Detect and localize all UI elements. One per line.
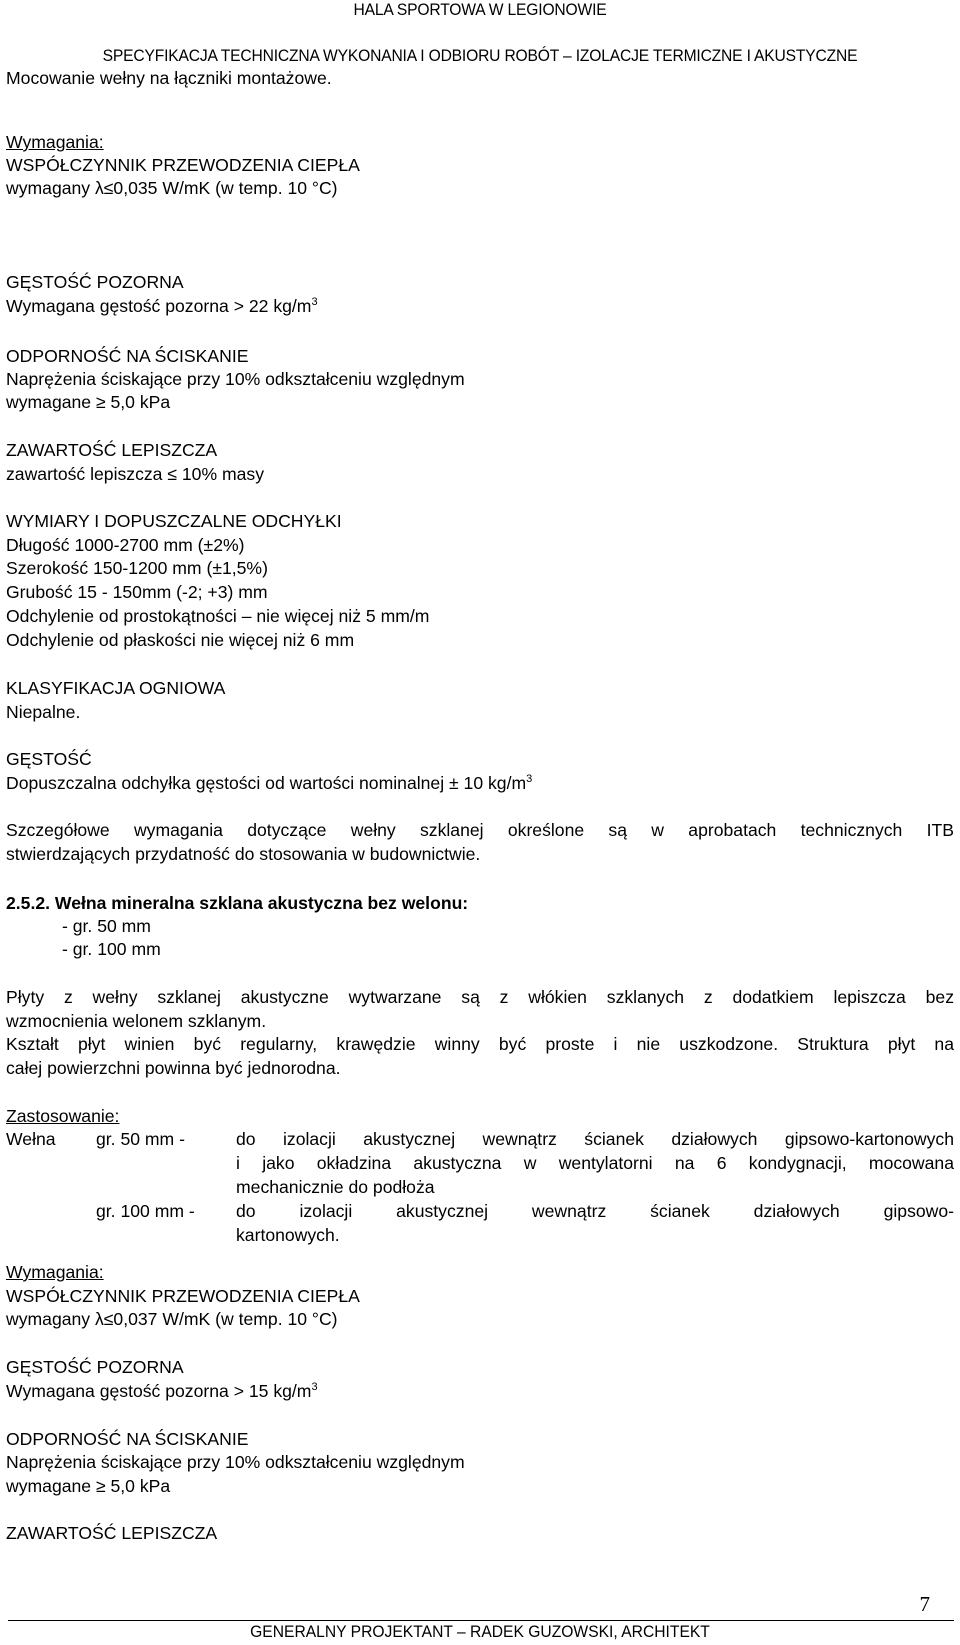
compress-title: ODPORNOŚĆ NA ŚCISKANIE bbox=[6, 1429, 249, 1449]
detail-line1: Szczegółowe wymagania dotyczące wełny szklanej określone są w aprobatach technicznych ITB bbox=[6, 820, 954, 840]
compress-title: ODPORNOŚĆ NA ŚCISKANIE bbox=[6, 346, 249, 366]
density-value: Wymagana gęstość pozorna > 15 $kg/m^3$ bbox=[6, 1381, 318, 1401]
compress-line2: wymagane ≥ 5,0 kPa bbox=[6, 1476, 171, 1496]
density-value: Wymagana gęstość pozorna > 22 $kg/m^3$ bbox=[6, 296, 318, 316]
thickness-item: - gr. 50 mm bbox=[62, 916, 151, 936]
requirements-label: Wymagania: bbox=[6, 132, 104, 152]
header-subtitle: SPECYFIKACJA TECHNICZNA WYKONANIA I ODBIORU ROBÓT – IZOLACJE TERMICZNE I AKUSTYCZNE bbox=[102, 46, 858, 65]
fire-title: KLASYFIKACJA OGNIOWA bbox=[6, 678, 226, 698]
detail-line2: stwierdzających przydatność do stosowania w budownictwie. bbox=[6, 844, 481, 864]
thermal-title: WSPÓŁCZYNNIK PRZEWODZENIA CIEPŁA bbox=[6, 1286, 360, 1306]
dims-line: Grubość 15 - 150mm (-2; +3) mm bbox=[6, 582, 268, 602]
gest-title: GĘSTOŚĆ bbox=[6, 749, 92, 769]
dims-line: Szerokość 150-1200 mm (±1,5%) bbox=[6, 558, 268, 578]
thermal-value: wymagany λ≤0,035 W/mK (w temp. 10 °C) bbox=[6, 178, 338, 198]
para2-line1: Kształt płyt winien być regularny, krawędzie winny być proste i nie uszkodzone. Struktura płyt na bbox=[6, 1034, 954, 1054]
use-row bbox=[6, 1127, 954, 1199]
dims-line: Odchylenie od płaskości nie więcej niż 6 mm bbox=[6, 630, 355, 650]
requirements-label: Wymagania: bbox=[6, 1262, 104, 1282]
use-row bbox=[6, 1199, 954, 1247]
para1-line1: Płyty z wełny szklanej akustyczne wytwarzane są z włókien szklanych z dodatkiem lepiszcza bez bbox=[6, 987, 954, 1007]
para1-line2: wzmocnienia welonem szklanym. bbox=[6, 1011, 267, 1031]
binder-value: zawartość lepiszcza ≤ 10% masy bbox=[6, 464, 265, 484]
binder-title: ZAWARTOŚĆ LEPISZCZA bbox=[6, 1523, 218, 1543]
fire-value: Niepalne. bbox=[6, 702, 81, 722]
footer-text: GENERALNY PROJEKTANT – RADEK GUZOWSKI, ARCHITEKT bbox=[250, 1622, 710, 1641]
density-title: GĘSTOŚĆ POZORNA bbox=[6, 272, 184, 292]
header-title: HALA SPORTOWA W LEGIONOWIE bbox=[353, 0, 607, 19]
dims-line: Odchylenie od prostokątności – nie więcej niż 5 mm/m bbox=[6, 606, 430, 626]
use-description: do izolacji akustycznej wewnątrz ścianek działowych gipsowo-kartonowych i jako okładzina akustyczna w wentylatorni na 6 kondygnacji, mocowana mechanicznie do podłoża bbox=[236, 1129, 954, 1197]
dims-line: Długość 1000-2700 mm (±2%) bbox=[6, 535, 245, 555]
use-label: Zastosowanie: bbox=[6, 1106, 120, 1126]
thermal-title: WSPÓŁCZYNNIK PRZEWODZENIA CIEPŁA bbox=[6, 155, 360, 175]
use-description: do izolacji akustycznej wewnątrz ścianek działowych gipsowo- kartonowych. bbox=[236, 1201, 954, 1245]
page-number: 7 bbox=[919, 1592, 930, 1616]
para2-line2: całej powierzchni powinna być jednorodna. bbox=[6, 1058, 341, 1078]
density-title: GĘSTOŚĆ POZORNA bbox=[6, 1357, 184, 1377]
use-material: Wełna bbox=[6, 1129, 56, 1149]
compress-line2: wymagane ≥ 5,0 kPa bbox=[6, 392, 171, 412]
dims-title: WYMIARY I DOPUSZCZALNE ODCHYŁKI bbox=[6, 511, 342, 531]
gest-value: Dopuszczalna odchyłka gęstości od wartości nominalnej ± 10 $kg/m^3$ bbox=[6, 773, 533, 793]
use-thickness: gr. 50 mm - bbox=[96, 1129, 185, 1149]
compress-line1: Naprężenia ściskające przy 10% odkształceniu względnym bbox=[6, 1452, 465, 1472]
compress-line1: Naprężenia ściskające przy 10% odkształceniu względnym bbox=[6, 369, 465, 389]
use-thickness: gr. 100 mm - bbox=[96, 1201, 195, 1221]
binder-title: ZAWARTOŚĆ LEPISZCZA bbox=[6, 440, 218, 460]
footer-divider bbox=[8, 1620, 954, 1621]
thickness-item: - gr. 100 mm bbox=[62, 939, 161, 959]
section-heading: 2.5.2. Wełna mineralna szklana akustyczna bez welonu: bbox=[6, 893, 469, 913]
thermal-value: wymagany λ≤0,037 W/mK (w temp. 10 °C) bbox=[6, 1309, 338, 1329]
intro-text: Mocowanie wełny na łączniki montażowe. bbox=[6, 68, 332, 88]
